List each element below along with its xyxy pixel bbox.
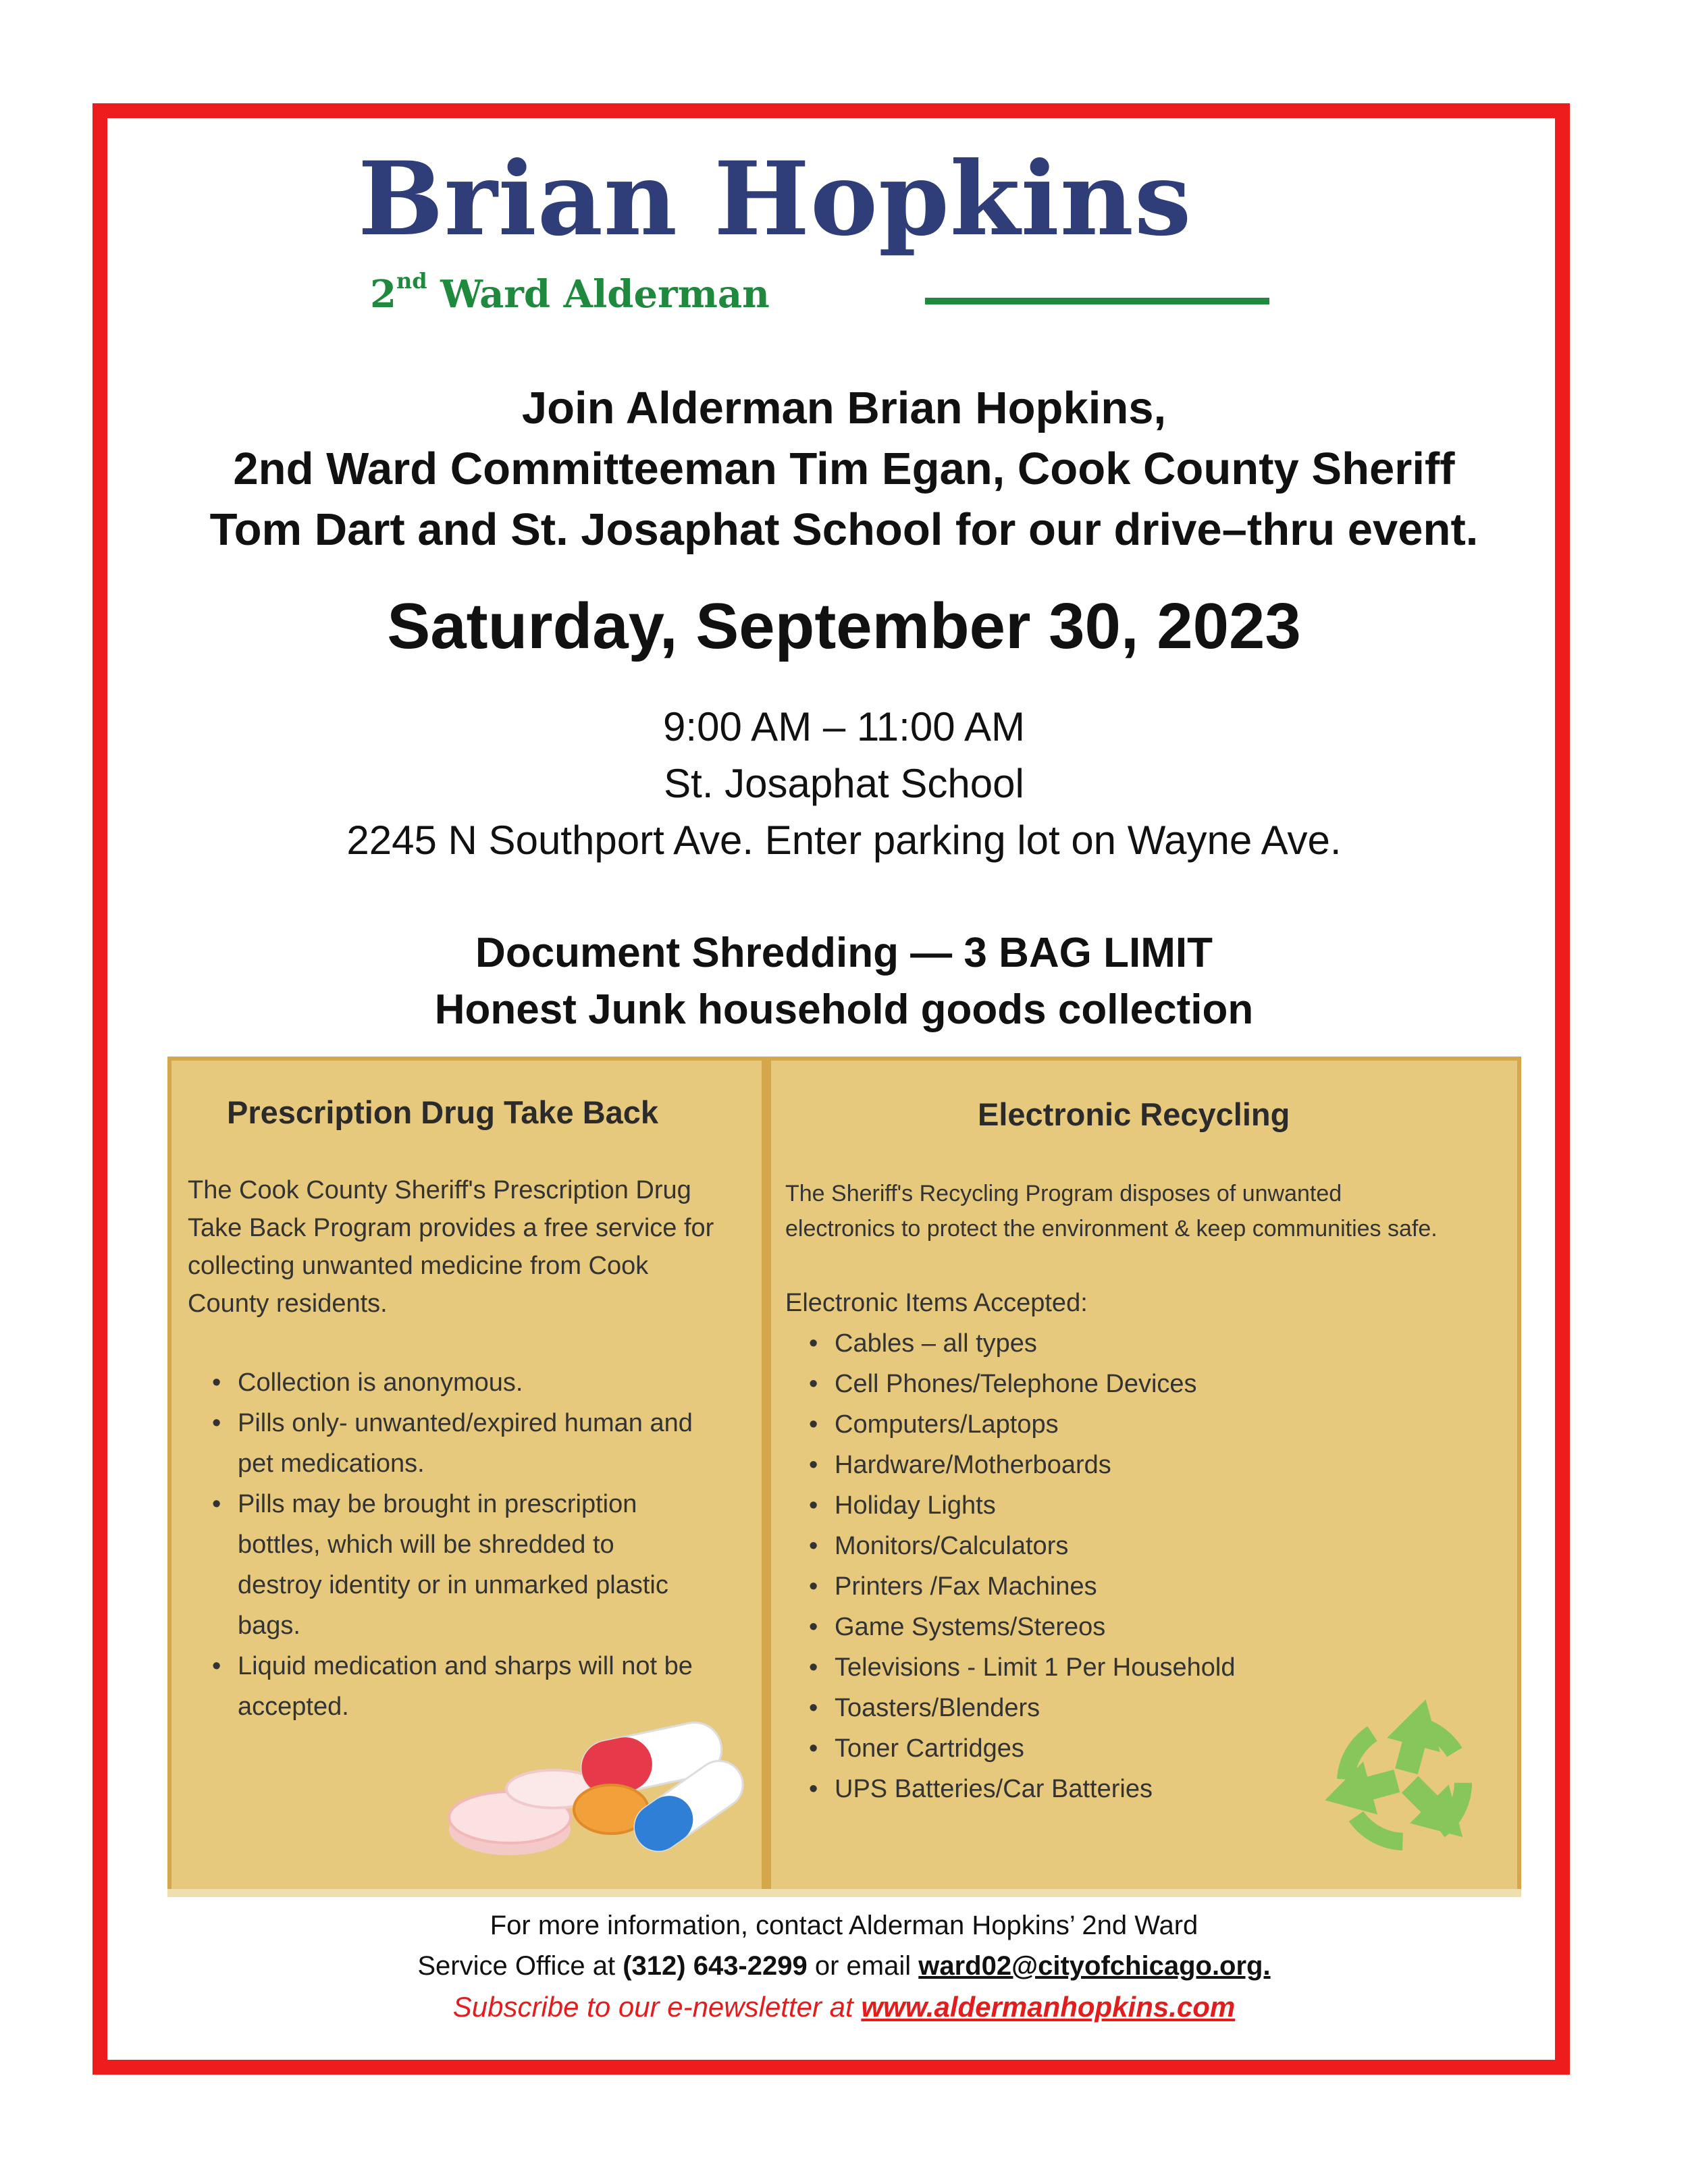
logo-subtitle — [370, 268, 770, 317]
list-item-line: • Pills may be brought in prescription — [238, 1490, 637, 1518]
intro-line: County residents. — [188, 1289, 388, 1318]
event-time: 9:00 AM – 11:00 AM — [663, 704, 1025, 749]
intro-line: electronics to protect the environment & keep communities safe. — [785, 1216, 1438, 1242]
list-item: • Holiday Lights — [797, 1485, 1236, 1526]
accepted-items-list — [797, 1323, 1236, 1809]
list-item: • Toner Cartridges — [797, 1728, 1236, 1769]
list-item-line: • Liquid medication and sharps will not be — [238, 1652, 693, 1680]
panel-shadow — [167, 1889, 1521, 1897]
intro-line: The Cook County Sheriff's Prescription Drug — [188, 1176, 691, 1204]
footer-text: or email — [807, 1951, 919, 1981]
list-item-line: bottles, which will be shredded to — [238, 1530, 614, 1559]
website-link[interactable]: www.aldermanhopkins.com — [861, 1991, 1236, 2023]
drug-take-back-intro — [188, 1171, 714, 1323]
intro-line: collecting unwanted medicine from Cook — [188, 1252, 649, 1280]
list-item-line: • Collection is anonymous. — [238, 1368, 523, 1397]
event-venue: St. Josaphat School — [664, 761, 1024, 806]
event-date: Saturday, September 30, 2023 — [387, 590, 1301, 662]
phone-number: (312) 643-2299 — [623, 1951, 808, 1981]
logo-name: Brian Hopkins — [358, 140, 1192, 259]
list-item-line: • Pills only- unwanted/expired human and — [238, 1409, 693, 1437]
list-item: • Televisions - Limit 1 Per Household — [797, 1647, 1236, 1688]
footer-text: Service Office at — [417, 1951, 623, 1981]
list-item — [200, 1484, 693, 1646]
intro-line: The Sheriff's Recycling Program disposes of unwanted — [785, 1181, 1342, 1206]
list-item: • UPS Batteries/Car Batteries — [797, 1769, 1236, 1809]
event-details — [122, 699, 1566, 869]
service-junk: Honest Junk household goods collection — [434, 986, 1254, 1033]
list-item-line: accepted. — [238, 1693, 349, 1721]
electronic-recycling-intro — [785, 1176, 1438, 1246]
invitation-line: Tom Dart and St. Josaphat School for our drive–thru event. — [209, 504, 1479, 555]
newsletter-text: Subscribe to our e-newsletter at — [452, 1991, 862, 2023]
invitation-line: 2nd Ward Committeeman Tim Egan, Cook County Sheriff — [233, 444, 1455, 494]
list-item — [200, 1362, 693, 1403]
pills-illustration — [446, 1701, 756, 1870]
list-item: • Game Systems/Stereos — [797, 1607, 1236, 1647]
footer-contact-details — [122, 1952, 1566, 1979]
drug-take-back-title: Prescription Drug Take Back — [227, 1094, 659, 1130]
electronic-recycling-title: Electronic Recycling — [978, 1096, 1290, 1132]
list-item — [200, 1403, 693, 1484]
recycle-icon — [1307, 1681, 1502, 1877]
panel-divider — [762, 1060, 771, 1889]
footer-contact-line: For more information, contact Alderman Hopkins’ 2nd Ward — [490, 1911, 1198, 1940]
logo-rule — [925, 298, 1269, 304]
invitation-text — [122, 378, 1566, 560]
ward-title: Ward Alderman — [440, 272, 770, 317]
list-item-line: pet medications. — [238, 1449, 425, 1478]
newsletter-line — [122, 1993, 1566, 2021]
event-address: 2245 N Southport Ave. Enter parking lot on Wayne Ave. — [346, 818, 1342, 863]
list-item: • Monitors/Calculators — [797, 1526, 1236, 1566]
accepted-items-label: Electronic Items Accepted: — [785, 1289, 1088, 1317]
list-item: • Cables – all types — [797, 1323, 1236, 1364]
services-list — [122, 925, 1566, 1038]
service-shredding: Document Shredding — 3 BAG LIMIT — [475, 930, 1213, 976]
list-item: • Printers /Fax Machines — [797, 1566, 1236, 1607]
intro-line: Take Back Program provides a free service for — [188, 1214, 714, 1242]
ward-number: 2 — [370, 272, 396, 317]
list-item: • Hardware/Motherboards — [797, 1445, 1236, 1485]
list-item: • Cell Phones/Telephone Devices — [797, 1364, 1236, 1404]
drug-take-back-rules — [200, 1362, 693, 1727]
list-item: • Computers/Laptops — [797, 1404, 1236, 1445]
list-item: • Toasters/Blenders — [797, 1688, 1236, 1728]
invitation-line: Join Alderman Brian Hopkins, — [521, 383, 1167, 433]
list-item-line: bags. — [238, 1612, 300, 1640]
email-link[interactable]: ward02@cityofchicago.org. — [918, 1951, 1271, 1981]
list-item-line: destroy identity or in unmarked plastic — [238, 1571, 668, 1599]
ward-suffix: nd — [396, 268, 427, 294]
